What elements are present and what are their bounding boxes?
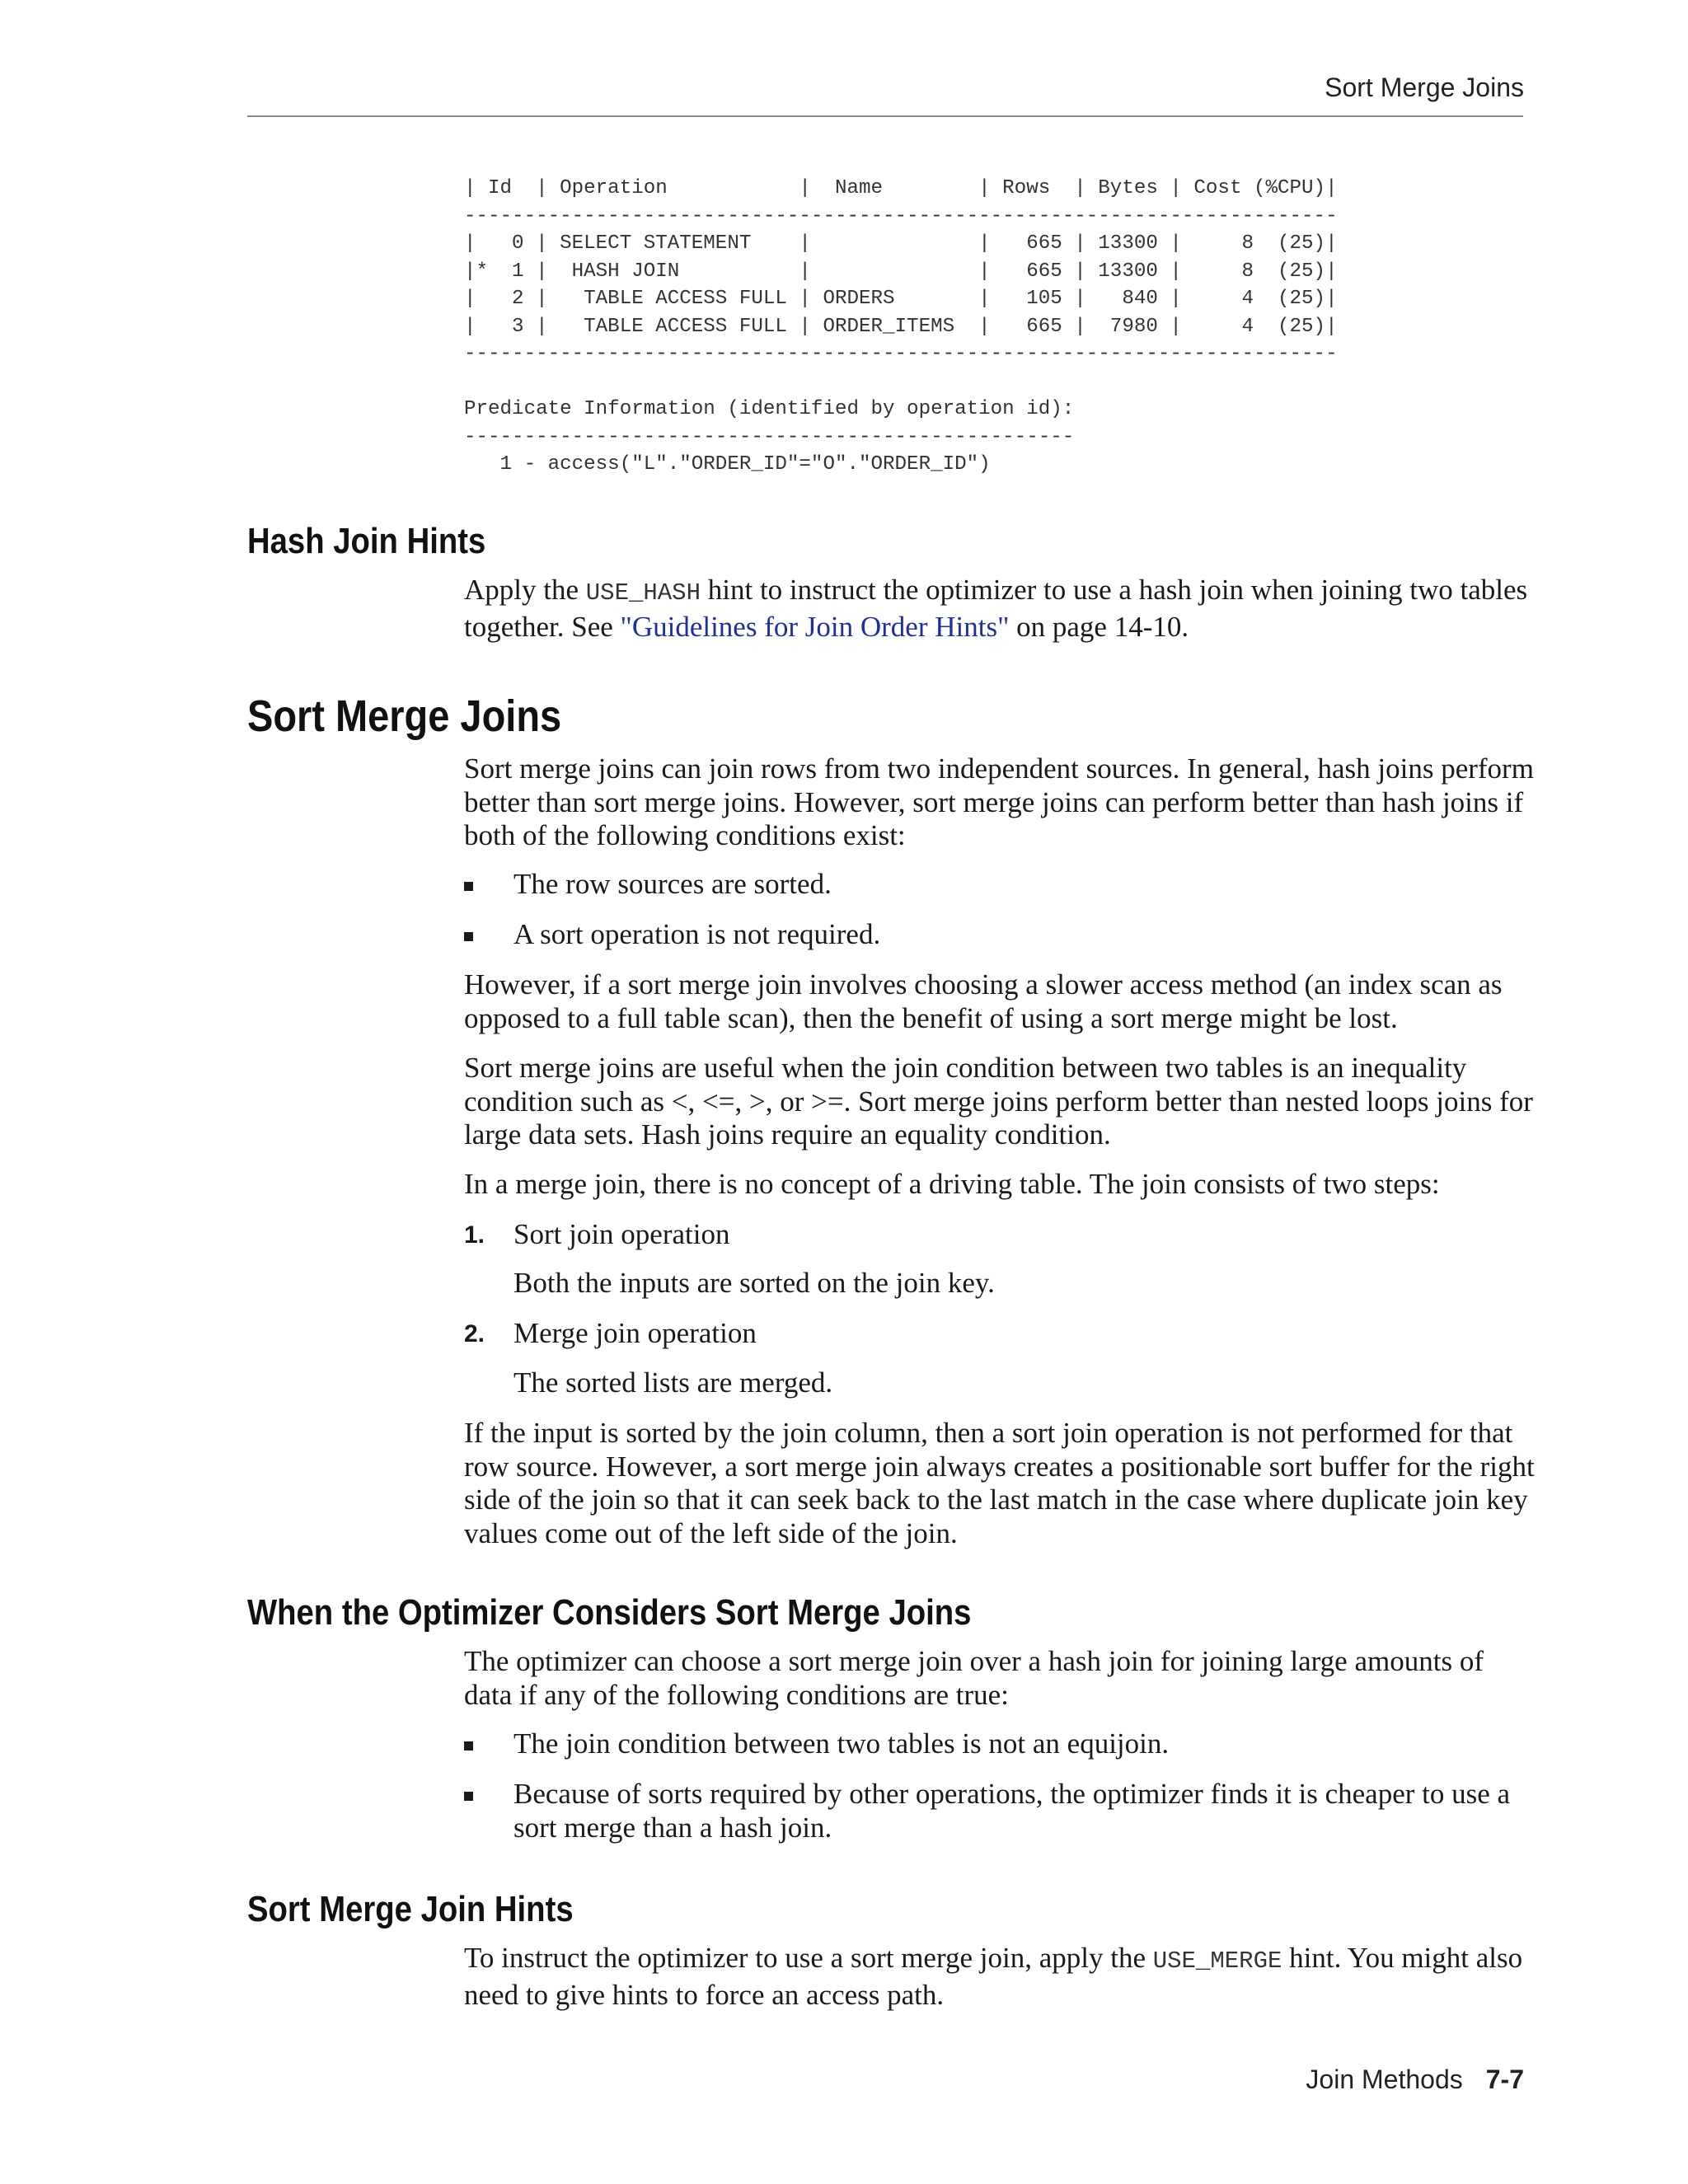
code-use-merge: USE_MERGE	[1152, 1947, 1282, 1975]
guidelines-join-order-link[interactable]: "Guidelines for Join Order Hints"	[620, 610, 1010, 643]
page-footer	[1306, 2064, 1524, 2095]
predicate-title: Predicate Information (identified by operation id):	[464, 398, 1075, 420]
list-item: The join condition between two tables is not an equijoin.	[464, 1727, 1536, 1761]
plan-header-row: | Id | Operation | Name | Rows | Bytes | Cost (%CPU)|	[464, 177, 1338, 199]
header-rule	[247, 115, 1523, 117]
heading-sort-merge-joins: Sort Merge Joins	[247, 691, 562, 741]
step-detail: The sorted lists are merged.	[513, 1366, 833, 1399]
sort-merge-paragraph-access-method: However, if a sort merge join involves choosing a slower access method (an index scan as opposed to a full table scan), then the benefit of using a sort merge might be lost.	[464, 968, 1503, 1034]
plan-row: | 0 | SELECT STATEMENT | | 665 | 13300 | 8 (25)|	[464, 232, 1338, 255]
execution-plan-table	[464, 175, 1338, 368]
when-optimizer-intro: The optimizer can choose a sort merge join over a hash join for joining large amounts of data if any of the following conditions are true:	[464, 1645, 1484, 1711]
step-item: 1. Sort join operation	[464, 1218, 730, 1250]
heading-when-optimizer-considers: When the Optimizer Considers Sort Merge Joins	[247, 1592, 972, 1633]
page-number: 7-7	[1485, 2064, 1524, 2094]
plan-row: | 3 | TABLE ACCESS FULL | ORDER_ITEMS | 665 | 7980 | 4 (25)|	[464, 315, 1338, 338]
sort-merge-intro: Sort merge joins can join rows from two independent sources. In general, hash joins perform better than sort merge joins. However, sort merge joins can perform better than hash joins if both of the following conditions exist:	[464, 752, 1534, 851]
sort-merge-paragraph-inequality: Sort merge joins are useful when the join condition between two tables is an inequality condition such as <, <=, >, or >=. Sort merge joins perform better than nested loops joins for large data sets. Hash joins require an equality condition.	[464, 1052, 1533, 1151]
list-item: A sort operation is not required.	[464, 918, 1536, 952]
sort-merge-paragraph-steps-intro: In a merge join, there is no concept of a driving table. The join consists of two steps:	[464, 1168, 1440, 1200]
step-detail: Both the inputs are sorted on the join key.	[513, 1267, 995, 1299]
predicate-separator: ---------------------------------------------------	[464, 425, 1075, 448]
sort-merge-hints-paragraph: To instruct the optimizer to use a sort merge join, apply the USE_MERGE hint. You might also need to give hints to force an access path.	[464, 1942, 1523, 2011]
plan-separator: -------------------------------------------------------------------------	[464, 204, 1338, 227]
plan-row: |* 1 | HASH JOIN | | 665 | 13300 | 8 (25)|	[464, 260, 1338, 283]
sort-merge-paragraph-sort-buffer: If the input is sorted by the join column, then a sort join operation is not performed for that row source. However, a sort merge join always creates a positionable sort buffer for the right side of the join so that it can seek back to the last match in the case where duplicate join key values come out of the left side of the join.	[464, 1417, 1535, 1549]
list-item: Because of sorts required by other operations, the optimizer finds it is cheaper to use a sort merge than a hash join.	[464, 1778, 1536, 1844]
plan-row: | 2 | TABLE ACCESS FULL | ORDERS | 105 | 840 | 4 (25)|	[464, 288, 1338, 310]
list-item: The row sources are sorted.	[464, 868, 1536, 902]
footer-section: Join Methods	[1306, 2064, 1463, 2094]
plan-separator: -------------------------------------------------------------------------	[464, 343, 1338, 365]
code-use-hash: USE_HASH	[585, 579, 701, 607]
step-item: 2. Merge join operation	[464, 1317, 757, 1349]
predicate-information	[464, 396, 1074, 479]
bullet-square-icon	[464, 882, 473, 891]
heading-sort-merge-join-hints: Sort Merge Join Hints	[247, 1889, 574, 1929]
heading-hash-join-hints: Hash Join Hints	[247, 521, 486, 561]
bullet-square-icon	[464, 1792, 473, 1801]
hash-join-hints-paragraph: Apply the USE_HASH hint to instruct the optimizer to use a hash join when joining two tables together. See "Guidelines for Join Order Hints" on page 14-10.	[464, 574, 1528, 643]
predicate-line: 1 - access("L"."ORDER_ID"="O"."ORDER_ID")	[464, 453, 991, 476]
bullet-square-icon	[464, 1741, 473, 1750]
bullet-square-icon	[464, 932, 473, 941]
running-header: Sort Merge Joins	[1325, 73, 1524, 102]
